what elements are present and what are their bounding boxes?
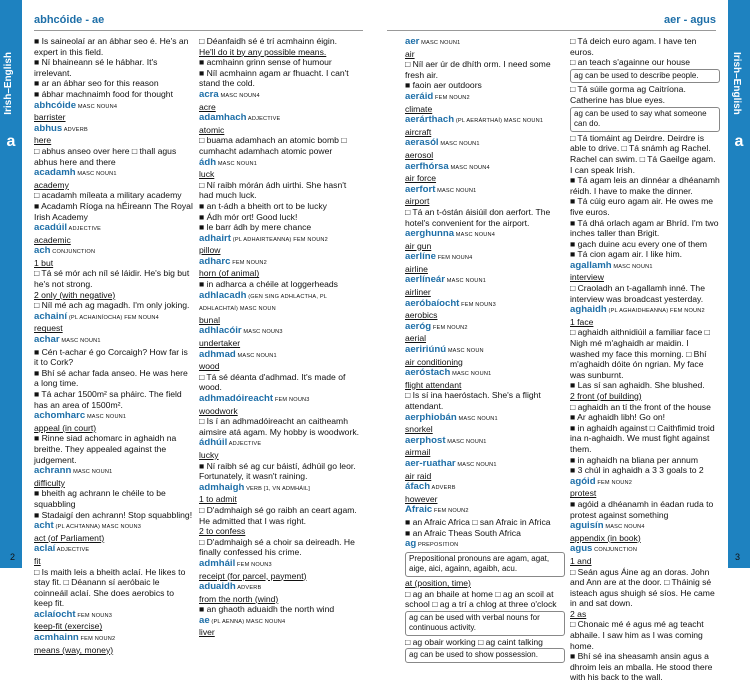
entry-headword: aduaidh ADVERB — [199, 581, 262, 593]
translation-line: 2 as — [570, 608, 587, 619]
page-header: abhcóide - ae — [34, 14, 105, 26]
example-line: ■ Is saineolaí ar an ábhar seo é. He's an expert in this field. — [34, 36, 189, 57]
entry-headword: aeráid FEM NOUN2 — [405, 90, 470, 102]
example-line: □ Ní raibh mórán ádh uirthi. She hasn't had much luck. — [199, 179, 347, 201]
translation-line: airmail — [405, 447, 431, 458]
entry-headword: aerphiobán MASC NOUN1 — [405, 411, 498, 423]
entry-headword: achar MASC NOUN1 — [34, 334, 101, 346]
language-tip-text: ag can be used to show possession. — [409, 650, 538, 660]
language-tip-box — [405, 611, 565, 636]
tab-letter: a — [728, 132, 750, 154]
language-tip-box — [570, 69, 720, 84]
header-rule — [34, 30, 363, 31]
example-line: ■ Tá cúig euro agam air. He owes me five euros. — [570, 196, 714, 217]
translation-line: 1 to admit — [199, 494, 237, 505]
entry-headword: agallamh MASC NOUN1 — [570, 259, 653, 271]
language-tip-text: ag can be used to describe people. — [574, 70, 699, 80]
example-line: ■ bheith ag achrann le chéile to be squabbling — [34, 488, 166, 509]
translation-line: 2 front (of building) — [570, 391, 642, 401]
entry-headword: achainí (PL ACHAINÍOCHA) FEM NOUN4 — [34, 310, 159, 322]
entry-headword: áfach ADVERB — [405, 481, 456, 493]
translation-line: pillow — [199, 245, 221, 256]
entry-headword: ae (PL AENNA) MASC NOUN4 — [199, 614, 286, 626]
entry-headword: acadamh MASC NOUN1 — [34, 167, 117, 179]
entry-headword: adharc FEM NOUN2 — [199, 255, 267, 267]
example-line: ■ Las sí san aghaidh. She blushed. — [570, 380, 705, 391]
example-line: □ Is maith leis a bheith aclaí. He likes to stay fit. □ Déanann sí aeróbaic le coinneáil aclaí. She does aerobics to keep fit. — [34, 566, 186, 609]
header-rule — [387, 30, 716, 31]
example-line: □ Tá an t-óstán áisiúil don aerfort. The hotel's convenient for the airport. — [405, 206, 551, 228]
example-line: □ ag an bhaile at home □ ag an scoil at school □ ag a trí a chlog at three o'clock — [405, 588, 557, 610]
thumb-tab — [0, 0, 22, 568]
entry-headword: aeririúnú MASC NOUN — [405, 344, 484, 356]
translation-line: He'll do it by any possible means. — [199, 46, 327, 57]
entry-headword: acra MASC NOUN4 — [199, 88, 260, 100]
translation-line: woodwork — [199, 405, 238, 416]
translation-line: undertaker — [199, 338, 241, 349]
translation-line: 1 face — [570, 316, 594, 327]
translation-line: climate — [405, 103, 433, 114]
example-line: □ Seán agus Áine ag an doras. John and Ann are at the door. □ Tháinig sé isteach agus shuigh sé síos. He came in and sat down. — [570, 566, 715, 609]
example-line: □ an teach s'againne our house — [570, 57, 691, 68]
column-2 — [570, 36, 720, 683]
example-line: ■ Tá cion agam air. I like him. — [570, 249, 683, 260]
language-tip-box — [405, 648, 565, 663]
translation-line: means (way, money) — [34, 644, 114, 655]
translation-line: snorkel — [405, 424, 433, 435]
example-line: □ aghaidh an tí the front of the house — [570, 401, 711, 412]
tab-label: Irish–English — [731, 52, 742, 115]
language-tip-text: ag can be used with verbal nouns for continuous activity. — [409, 612, 540, 633]
example-line: ■ Acadamh Ríoga na hÉireann The Royal Irish Academy — [34, 200, 193, 222]
entry-headword: aer-ruathar MASC NOUN1 — [405, 457, 497, 469]
tab-label: Irish–English — [3, 52, 14, 115]
translation-line: airliner — [405, 287, 431, 298]
translation-line: lucky — [199, 449, 219, 460]
example-line: □ Tá deich euro agam. I have ten euros. — [570, 36, 697, 57]
language-tip-box — [405, 552, 565, 577]
entry-headword: aerfhórsa MASC NOUN4 — [405, 160, 490, 172]
example-line: ■ 3 chúl in aghaidh a 3 3 goals to 2 — [570, 465, 704, 476]
entry-headword: Afraic FEM NOUN2 — [405, 504, 469, 516]
translation-line: horn (of animal) — [199, 268, 260, 279]
example-line: ■ agóid a dhéanamh in éadan ruda to protest against something — [570, 498, 714, 520]
translation-line: 2 only (with negative) — [34, 289, 116, 300]
translation-line: liver — [199, 627, 215, 638]
example-line: □ aghaidh aithnidiúil a familiar face □ Nigh mé m'aghaidh ar maidin. I washed my face this morning. □ Bhí m'aghaidh dóite ón ngrian. My face was sunburnt. — [570, 327, 710, 380]
example-line: □ abhus anseo over here □ thall agus abhus here and there — [34, 145, 177, 167]
language-tip-text: Prepositional pronouns are agam, agat, aige, aici, againn, agaibh, acu. — [409, 553, 550, 574]
page-number: 3 — [734, 552, 740, 562]
entry-headword: abhcóide MASC NOUN4 — [34, 99, 118, 111]
entry-headword: aer MASC NOUN1 — [405, 36, 461, 47]
example-line: □ Tá tiomáint ag Deirdre. Deirdre is able to drive. □ Tá snámh ag Rachel. Rachel can swim. □ Tá Gaeilge agam. I can speak Irish. — [570, 132, 716, 175]
entry-headword: aerlíneár MASC NOUN1 — [405, 274, 487, 286]
translation-line: 1 but — [34, 257, 54, 268]
entry-headword: ag PREPOSITION — [405, 538, 459, 550]
entry-headword: aghaidh (PL AGHAIDHEANNA) FEM NOUN2 — [570, 304, 705, 316]
entry-headword: aguisín MASC NOUN4 — [570, 520, 645, 532]
entry-headword: admhaigh VERB [1, VN ADMHÁIL] — [199, 481, 311, 493]
entry-headword: adhairt (PL ADHAIRTEANNA) FEM NOUN2 — [199, 232, 328, 244]
translation-line: academic — [34, 234, 71, 245]
translation-line: appendix (in book) — [570, 532, 641, 543]
entry-headword: acht (PL ACHTANNA) MASC NOUN3 — [34, 520, 142, 532]
example-line: □ Is í an adhmadóireacht an caitheamh aimsire atá agam. My hobby is woodwork. — [199, 416, 360, 437]
example-line: □ Tá súile gorma ag Caitríona. Catherine has blue eyes. — [570, 84, 686, 105]
example-line: ■ ábhar machnaimh food for thought — [34, 88, 173, 99]
example-line: □ Déanfaidh sé é trí acmhainn éigin. — [199, 36, 337, 46]
page-number: 2 — [10, 552, 16, 562]
column-1 — [405, 36, 565, 660]
translation-line: acre — [199, 101, 216, 112]
translation-line: at (position, time) — [405, 577, 471, 588]
entry-headword: agóid FEM NOUN2 — [570, 475, 633, 487]
example-line: ■ gach duine acu every one of them — [570, 238, 708, 249]
translation-line: receipt (for parcel, payment) — [199, 570, 307, 581]
example-line: ■ an ghaoth aduaidh the north wind — [199, 604, 335, 615]
entry-headword: ach CONJUNCTION — [34, 245, 96, 257]
entry-headword: ádh MASC NOUN1 — [199, 156, 258, 168]
example-line: □ acadamh míleata a military academy — [34, 190, 182, 201]
translation-line: airline — [405, 263, 428, 274]
example-line: ■ Bhí sé ina sheasamh ansin agus a dhroim leis an mballa. He stood there with his back to the wall. — [570, 651, 713, 683]
example-line: ■ Níl acmhainn agam ar fhuacht. I can't stand the cold. — [199, 67, 349, 89]
column-2 — [199, 36, 360, 638]
example-line: ■ Ádh mór ort! Good luck! — [199, 211, 298, 222]
example-line: □ Chonaic mé é agus mé ag teacht abhaile. I saw him as I was coming home. — [570, 619, 704, 651]
entry-headword: aeróg FEM NOUN2 — [405, 320, 468, 332]
example-line: □ D'admhaigh sé a choir sa deireadh. He finally confessed his crime. — [199, 536, 355, 558]
example-line: ■ in aghaidh na bliana per annum — [570, 454, 698, 465]
translation-line: luck — [199, 169, 215, 180]
example-line: ■ Ar aghaidh libh! Go on! — [570, 412, 666, 423]
entry-headword: aerfort MASC NOUN1 — [405, 183, 477, 195]
translation-line: aerial — [405, 333, 427, 344]
example-line: ■ faoin aer outdoors — [405, 80, 482, 91]
example-line: □ Tá sé déanta d'adhmad. It's made of wood. — [199, 371, 346, 393]
translation-line: air raid — [405, 470, 432, 481]
example-line: ■ acmhainn grinn sense of humour — [199, 57, 332, 68]
example-line: ■ ar an ábhar seo for this reason — [34, 78, 159, 89]
translation-line: keep-fit (exercise) — [34, 621, 103, 632]
entry-headword: agus CONJUNCTION — [570, 543, 638, 555]
entry-headword: abhus ADVERB — [34, 122, 88, 134]
example-line: □ Níl mé ach ag magadh. I'm only joking. — [34, 300, 190, 311]
translation-line: difficulty — [34, 477, 65, 488]
entry-headword: acmhainn FEM NOUN2 — [34, 632, 116, 644]
translation-line: 2 to confess — [199, 526, 246, 537]
translation-line: barrister — [34, 112, 66, 123]
entry-headword: adhlacadh (GEN SING ADHLACTHA, PL ADHLACHTAÍ) MASC NOUN — [199, 289, 327, 313]
translation-line: wood — [199, 361, 220, 372]
example-line: ■ Ní raibh sé ag cur báistí, ádhúil go leor. Fortunately, it wasn't raining. — [199, 460, 356, 482]
example-line: □ buama adamhach an atomic bomb □ cumhacht adamhach atomic power — [199, 135, 347, 156]
tab-letter: a — [0, 132, 22, 154]
example-line: ■ Ní bhaineann sé le hábhar. It's irrelevant. — [34, 57, 158, 78]
translation-line: 1 and — [570, 555, 592, 566]
entry-headword: admháil FEM NOUN3 — [199, 557, 272, 569]
translation-line: aerobics — [405, 310, 438, 321]
translation-line: appeal (in court) — [34, 422, 97, 433]
entry-headword: adhmadóireacht FEM NOUN3 — [199, 393, 310, 404]
column-1 — [34, 36, 194, 655]
translation-line: request — [34, 323, 63, 334]
entry-headword: ádhúil ADJECTIVE — [199, 437, 262, 449]
translation-line: atomic — [199, 124, 225, 135]
translation-line: act (of Parliament) — [34, 532, 105, 543]
translation-line: flight attendant — [405, 379, 462, 390]
entry-headword: achomharc MASC NOUN1 — [34, 410, 127, 422]
example-line: ■ an Afraic Theas South Africa — [405, 527, 521, 538]
example-line: ■ an t-ádh a bheith ort to be lucky — [199, 200, 327, 211]
translation-line: bunal — [199, 314, 221, 325]
thumb-tab — [728, 0, 750, 568]
example-line: ■ Tá dhá orlach agam ar Bhríd. I'm two inches taller than Brigit. — [570, 217, 719, 239]
page-header: aer - agus — [664, 14, 716, 26]
translation-line: protest — [570, 488, 597, 499]
example-line: ■ Rinne siad achomarc in aghaidh na breithe. They appealed against the judgement. — [34, 433, 177, 465]
entry-headword: adamhach ADJECTIVE — [199, 112, 281, 124]
example-line: ■ an Afraic Africa □ san Afraic in Africa — [405, 516, 551, 527]
translation-line: air conditioning — [405, 356, 463, 367]
example-line: ■ Tá achar 1500m² sa pháirc. The field has an area of 1500m². — [34, 389, 182, 410]
language-tip-text: ag can be used to say what someone can do. — [574, 108, 707, 129]
example-line: ■ in aghaidh against □ Caithfimid troid ina n-aghaidh. We must fight against them. — [570, 422, 715, 454]
example-line: □ Níl aer úr de dhíth orm. I need some fresh air. — [405, 59, 551, 80]
example-line: □ D'admhaigh sé go raibh an ceart agam. He admitted that I was right. — [199, 504, 357, 526]
entry-headword: aclaí ADJECTIVE — [34, 543, 90, 555]
translation-line: aircraft — [405, 126, 432, 137]
translation-line: interview — [570, 272, 604, 283]
example-line: ■ le barr ádh by mere chance — [199, 222, 312, 233]
translation-line: air gun — [405, 240, 432, 251]
entry-headword: aeróbaíocht FEM NOUN3 — [405, 297, 496, 309]
example-line: □ Is sí ina haeróstach. She's a flight attendant. — [405, 390, 541, 411]
translation-line: fit — [34, 555, 41, 566]
entry-headword: adhmad MASC NOUN1 — [199, 348, 277, 360]
entry-headword: aerlíne FEM NOUN4 — [405, 251, 473, 263]
entry-headword: aerárthach (PL AERÁRTHAÍ) MASC NOUN1 — [405, 114, 544, 126]
right-page — [375, 0, 750, 683]
entry-headword: adhlacóir MASC NOUN3 — [199, 325, 283, 337]
left-page — [0, 0, 375, 655]
entry-headword: aclaíocht FEM NOUN3 — [34, 608, 113, 620]
example-line: ■ Stadaigí den achrann! Stop squabbling! — [34, 509, 193, 520]
example-line: □ ag obair working □ ag caint talking — [405, 636, 543, 647]
entry-headword: aerghunna MASC NOUN4 — [405, 228, 496, 240]
example-line: □ Craoladh an t-agallamh inné. The interview was broadcast yesterday. — [570, 283, 705, 304]
translation-line: air force — [405, 173, 437, 184]
entry-headword: aeróstach MASC NOUN1 — [405, 367, 492, 379]
entry-headword: aerphost MASC NOUN1 — [405, 434, 487, 446]
example-line: ■ Cén t-achar é go Corcaigh? How far is it to Cork? — [34, 346, 188, 368]
translation-line: from the north (wind) — [199, 593, 279, 604]
entry-headword: achrann MASC NOUN1 — [34, 465, 113, 477]
language-tip-box — [570, 107, 720, 132]
translation-line: air — [405, 48, 415, 59]
entry-headword: aerasól MASC NOUN1 — [405, 137, 480, 149]
entry-headword: acadúil ADJECTIVE — [34, 222, 102, 234]
example-line: ■ Tá agam leis an dinnéar a dhéanamh réidh. I have to make the dinner. — [570, 175, 720, 196]
example-line: ■ in adharca a chéile at loggerheads — [199, 279, 338, 290]
example-line: ■ Bhí sé achar fada anseo. He was here a long time. — [34, 367, 188, 389]
example-line: □ Tá sé mór ach níl sé láidir. He's big but he's not strong. — [34, 268, 190, 290]
translation-line: here — [34, 135, 52, 146]
translation-line: airport — [405, 196, 430, 207]
translation-line: aerosol — [405, 149, 434, 160]
translation-line: academy — [34, 179, 69, 190]
translation-line: however — [405, 493, 438, 504]
